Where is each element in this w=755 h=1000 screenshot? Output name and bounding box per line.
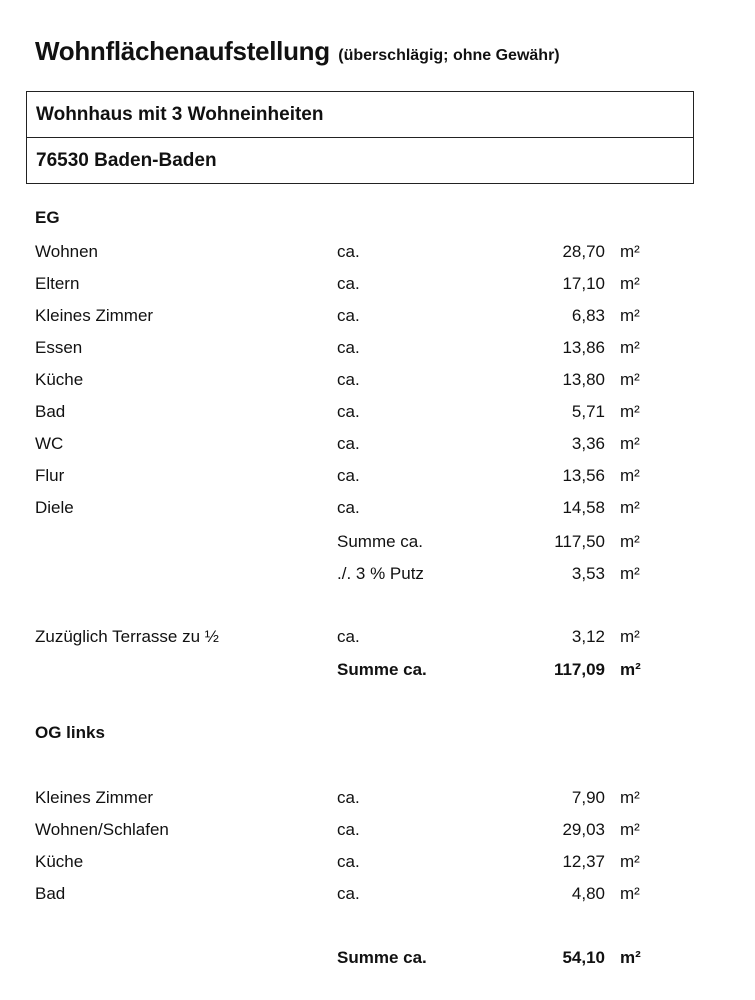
area-value: 13,80 — [562, 370, 605, 389]
area-value: 13,86 — [562, 338, 605, 357]
approx-label: ca. — [337, 884, 360, 903]
area-row — [35, 850, 655, 874]
unit: m² — [620, 532, 640, 551]
subtotal-row — [35, 530, 655, 554]
area-row — [35, 240, 655, 264]
area-value: 17,10 — [562, 274, 605, 293]
area-value: 14,58 — [562, 498, 605, 517]
room-label: Flur — [35, 466, 65, 485]
area-row — [35, 272, 655, 296]
subtotal-value: 117,50 — [554, 532, 605, 551]
area-row — [35, 786, 655, 810]
total-label: Summe ca. — [337, 948, 427, 967]
area-value: 29,03 — [562, 820, 605, 839]
approx-label: ca. — [337, 627, 360, 646]
terrace-value: 3,12 — [571, 627, 605, 646]
approx-label: ca. — [337, 338, 360, 357]
room-label: Essen — [35, 338, 83, 357]
area-value: 4,80 — [571, 884, 605, 903]
room-label: Eltern — [35, 274, 80, 293]
area-row — [35, 336, 655, 360]
area-row — [35, 368, 655, 392]
approx-label: ca. — [337, 306, 360, 325]
terrace-label: Zuzüglich Terrasse zu ½ — [35, 627, 219, 646]
area-value: 3,36 — [571, 434, 605, 453]
area-row — [35, 400, 655, 424]
document-title — [35, 36, 560, 67]
room-label: Bad — [35, 884, 66, 903]
approx-label: ca. — [337, 498, 360, 517]
unit: m² — [620, 274, 640, 293]
room-label: Diele — [35, 498, 74, 517]
og-links-total-row — [35, 946, 655, 970]
subtotal-label: Summe ca. — [337, 532, 423, 551]
unit: m² — [620, 370, 640, 389]
unit: m² — [620, 242, 640, 261]
plaster-deduction-label: ./. 3 % Putz — [337, 564, 424, 583]
area-value: 13,56 — [562, 466, 605, 485]
room-label: WC — [35, 434, 64, 453]
area-value: 5,71 — [571, 402, 605, 421]
unit: m² — [620, 434, 640, 453]
room-label: Küche — [35, 370, 84, 389]
unit: m² — [620, 852, 640, 871]
area-row — [35, 432, 655, 456]
area-value: 7,90 — [571, 788, 605, 807]
room-label: Wohnen/Schlafen — [35, 820, 169, 839]
room-label: Küche — [35, 852, 84, 871]
unit: m² — [620, 564, 640, 583]
room-label: Kleines Zimmer — [35, 306, 154, 325]
title-main: Wohnflächenaufstellung — [35, 36, 330, 66]
approx-label: ca. — [337, 788, 360, 807]
approx-label: ca. — [337, 242, 360, 261]
approx-label: ca. — [337, 402, 360, 421]
area-value: 12,37 — [562, 852, 605, 871]
area-row — [35, 464, 655, 488]
area-row — [35, 882, 655, 906]
total-value: 117,09 — [553, 660, 605, 679]
plaster-deduction-row — [35, 562, 655, 586]
unit: m² — [620, 627, 640, 646]
approx-label: ca. — [337, 852, 360, 871]
total-label: Summe ca. — [337, 660, 427, 679]
eg-total-row — [35, 658, 655, 682]
unit: m² — [620, 306, 640, 325]
approx-label: ca. — [337, 370, 360, 389]
unit: m² — [620, 788, 640, 807]
address: 76530 Baden-Baden — [27, 137, 693, 183]
unit: m² — [620, 884, 640, 903]
approx-label: ca. — [337, 434, 360, 453]
area-value: 6,83 — [571, 306, 605, 325]
approx-label: ca. — [337, 466, 360, 485]
title-subtitle: (überschlägig; ohne Gewähr) — [338, 47, 560, 64]
terrace-row — [35, 625, 655, 649]
section-heading-eg: EG — [35, 208, 60, 227]
approx-label: ca. — [337, 820, 360, 839]
building-description: Wohnhaus mit 3 Wohneinheiten — [36, 104, 324, 125]
room-label: Bad — [35, 402, 66, 421]
area-row — [35, 496, 655, 520]
unit: m² — [620, 948, 641, 967]
area-row — [35, 818, 655, 842]
unit: m² — [620, 498, 640, 517]
unit: m² — [620, 820, 640, 839]
total-value: 54,10 — [562, 948, 605, 967]
unit: m² — [620, 660, 641, 679]
area-value: 28,70 — [562, 242, 605, 261]
room-label: Wohnen — [35, 242, 99, 261]
info-box — [26, 91, 694, 184]
area-row — [35, 304, 655, 328]
unit: m² — [620, 338, 640, 357]
unit: m² — [620, 402, 640, 421]
unit: m² — [620, 466, 640, 485]
plaster-deduction-value: 3,53 — [571, 564, 605, 583]
section-heading-og-links: OG links — [35, 723, 105, 742]
room-label: Kleines Zimmer — [35, 788, 154, 807]
approx-label: ca. — [337, 274, 360, 293]
